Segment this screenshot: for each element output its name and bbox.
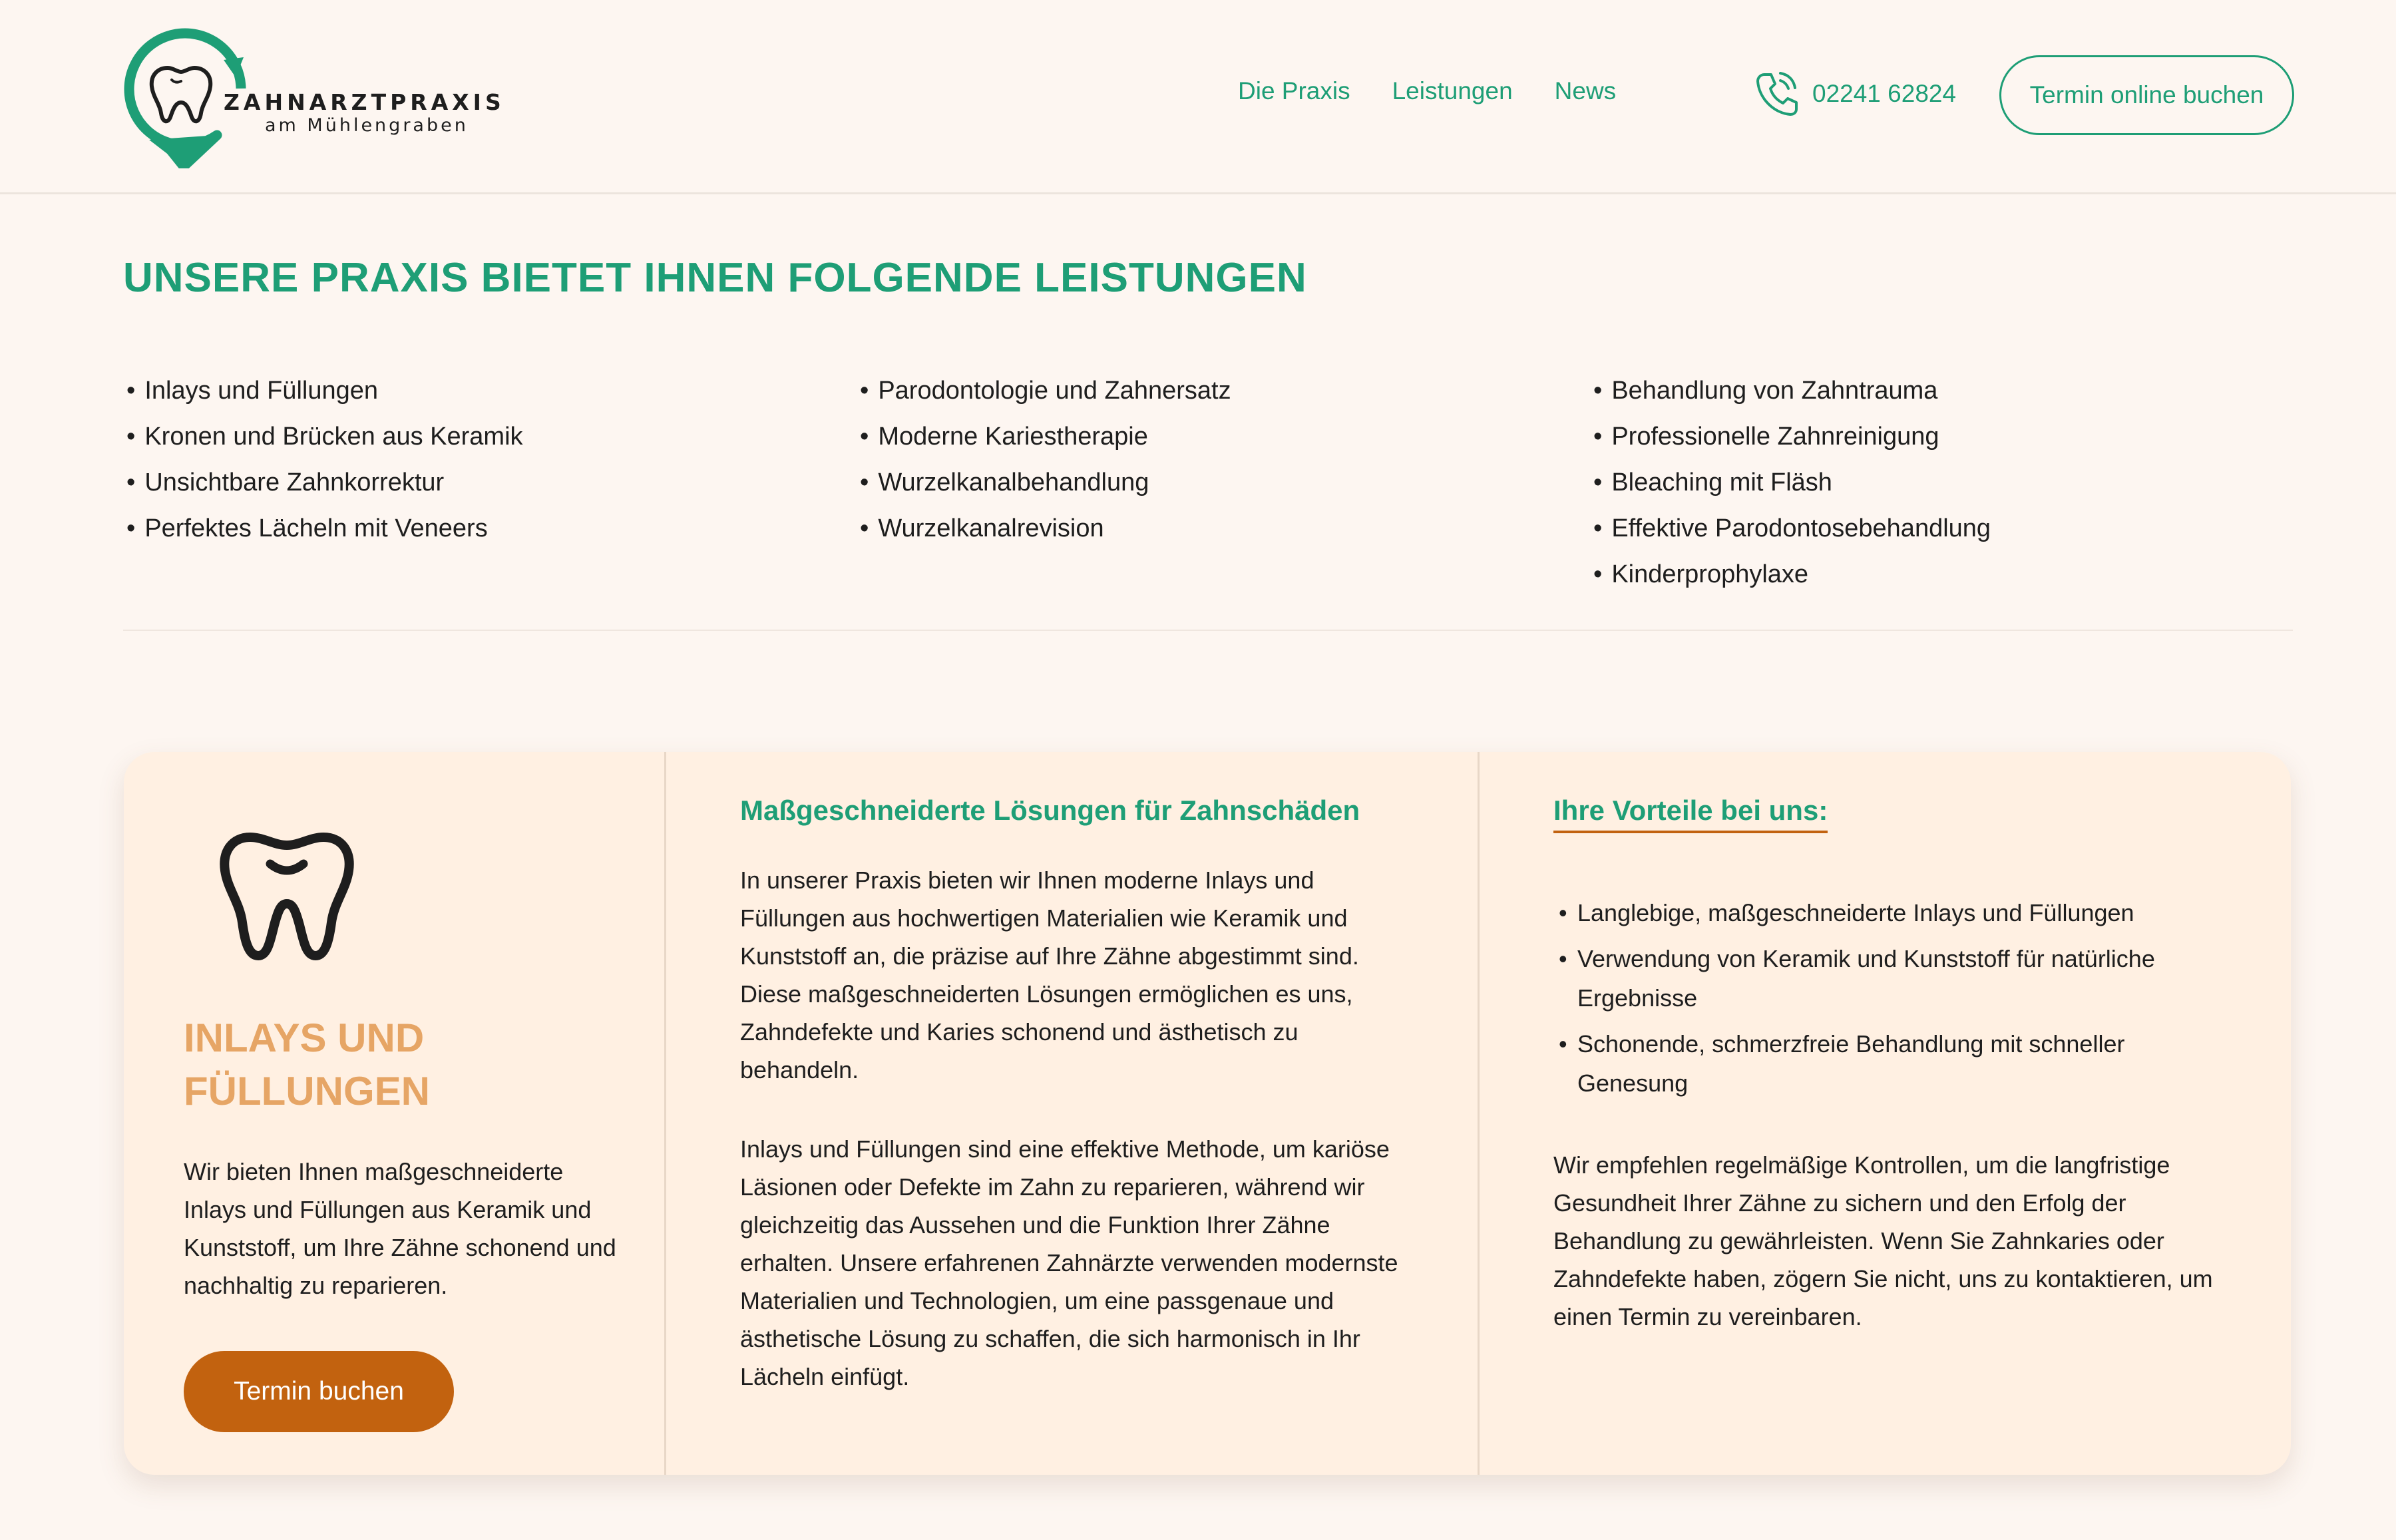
benefits-paragraph: Wir empfehlen regelmäßige Kontrollen, um die langfristige Gesundheit Ihrer Zähne zu sichern und den Erfolg der Behandlung zu gewährleisten. Wenn Sie Zahnkaries oder Zahndefekte haben, zögern Sie nicht, uns zu kontaktieren, um einen Termin zu vereinbaren. (1553, 1151, 2213, 1330)
service-item: • Inlays und Füllungen (126, 368, 523, 414)
logo-name: ZAHNARZTPRAXIS (224, 89, 505, 115)
services-list-col2 (860, 368, 1231, 552)
service-item: • Bleaching mit Fläsh (1593, 460, 1991, 506)
card-title-line1: INLAYS UND (184, 1016, 425, 1060)
service-item: • Parodontologie und Zahnersatz (860, 368, 1231, 414)
middle-paragraph-1: In unserer Praxis bieten wir Ihnen moderne Inlays und Füllungen aus hochwertigen Materialien wie Keramik und Kunststoff an, die präzise auf Ihre Zähne abgestimmt sind. Diese maßgeschneiderten Lösungen ermöglichen es uns, Zahndefekte und Karies schonend und ästhetisch zu behandeln. (740, 866, 1359, 1083)
phone-number: 02241 62824 (1812, 80, 1957, 107)
card-title (184, 1012, 516, 1118)
phone-icon (1755, 71, 1798, 117)
service-item: • Unsichtbare Zahnkorrektur (126, 460, 523, 506)
card-title-line2: FÜLLUNGEN (184, 1069, 430, 1113)
book-appointment-button[interactable]: Termin buchen (184, 1351, 454, 1432)
column-divider (1478, 752, 1480, 1475)
service-detail-card (124, 752, 2291, 1475)
service-item: • Effektive Parodontosebehandlung (1593, 506, 1991, 552)
nav-item-die-praxis[interactable]: Die Praxis (1238, 77, 1350, 104)
logo-subtitle: am Mühlengraben (265, 115, 469, 136)
nav-item-news[interactable]: News (1554, 77, 1617, 104)
benefits-list (1553, 893, 2226, 1109)
column-divider (664, 752, 666, 1475)
benefit-item: • Langlebige, maßgeschneiderte Inlays und Füllungen (1553, 893, 2226, 932)
services-title: UNSERE PRAXIS BIETET IHNEN FOLGENDE LEISTUNGEN (123, 255, 1307, 301)
section-divider (123, 630, 2293, 631)
book-online-button[interactable]: Termin online buchen (1999, 55, 2294, 135)
service-item: • Moderne Kariestherapie (860, 414, 1231, 460)
middle-heading: Maßgeschneiderte Lösungen für Zahnschäden (740, 795, 1360, 826)
site-header (0, 0, 2396, 194)
service-item: • Professionelle Zahnreinigung (1593, 414, 1991, 460)
benefit-item: • Verwendung von Keramik und Kunststoff für natürliche Ergebnisse (1553, 939, 2226, 1018)
benefits-heading: Ihre Vorteile bei uns: (1553, 795, 1828, 833)
service-item: • Wurzelkanalbehandlung (860, 460, 1231, 506)
benefit-item: • Schonende, schmerzfreie Behandlung mit schneller Genesung (1553, 1024, 2226, 1103)
service-item: • Wurzelkanalrevision (860, 506, 1231, 552)
services-list-col3 (1593, 368, 1991, 598)
service-item: • Perfektes Lächeln mit Veneers (126, 506, 523, 552)
nav-item-leistungen[interactable]: Leistungen (1392, 77, 1513, 104)
logo[interactable] (117, 25, 505, 168)
services-list-col1 (126, 368, 523, 552)
main-nav (1238, 77, 1658, 105)
service-item: • Behandlung von Zahntrauma (1593, 368, 1991, 414)
service-item: • Kinderprophylaxe (1593, 552, 1991, 598)
phone-link[interactable] (1755, 71, 1956, 117)
service-item: • Kronen und Brücken aus Keramik (126, 414, 523, 460)
card-description: Wir bieten Ihnen maßgeschneiderte Inlays und Füllungen aus Keramik und Kunststoff, um Ihre Zähne schonend und nachhaltig zu reparieren. (184, 1158, 616, 1299)
middle-paragraph-2: Inlays und Füllungen sind eine effektive Methode, um kariöse Läsionen oder Defekte im Zahn zu reparieren, während wir gleichzeitig das Aussehen und die Funktion Ihrer Zähne erhalten. Unsere erfahrenen Zahnärzte verwenden modernste Materialien und Technologien, um eine passgenaue und ästhetische Lösung zu schaffen, die sich harmonisch in Ihr Lächeln einfügt. (740, 1135, 1398, 1390)
tooth-icon (217, 825, 357, 965)
